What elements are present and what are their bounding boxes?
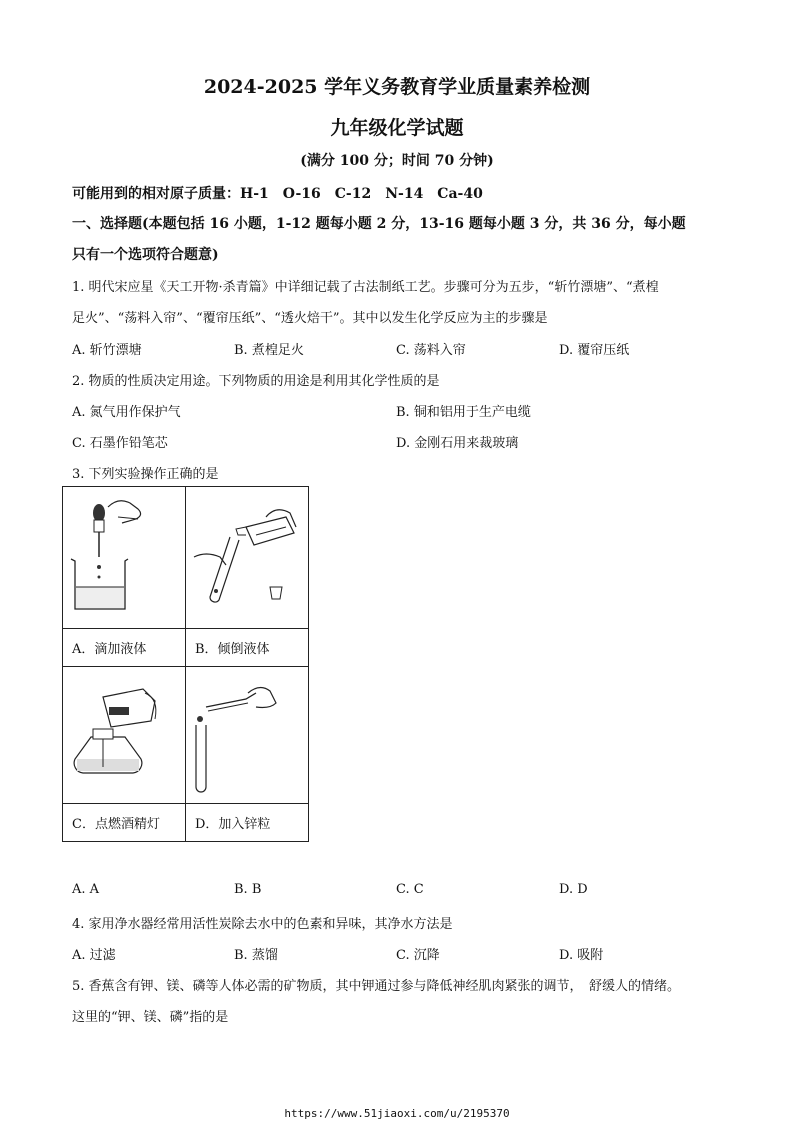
q3-figure-grid xyxy=(62,486,310,842)
alcohol-lamp-illustration xyxy=(63,667,176,803)
q3-option-c[interactable]: C. C xyxy=(396,882,424,897)
q4-stem: 4. 家用净水器经常用活性炭除去水中的色素和异味，其净水方法是 xyxy=(72,917,453,932)
figure-b-cell xyxy=(186,487,309,629)
exam-info: (满分 100 分；时间 70 分钟) xyxy=(300,153,494,169)
figure-c-cell xyxy=(63,667,186,804)
q1-stem-line2: 足火”、“荡料入帘”、“覆帘压纸”、“透火焙干”。其中以发生化学反应为主的步骤是 xyxy=(72,311,548,326)
q1-option-d[interactable]: D. 覆帘压纸 xyxy=(559,343,630,358)
q4-option-b[interactable]: B. 蒸馏 xyxy=(234,948,278,963)
q1-option-c[interactable]: C. 荡料入帘 xyxy=(396,343,466,358)
section-heading-line1: 一、选择题(本题包括 16 小题，1-12 题每小题 2 分，13-16 题每小题 3 分，共 36 分，每小题 xyxy=(72,216,686,232)
pouring-liquid-illustration xyxy=(186,487,299,628)
q1-stem-line1: 1. 明代宋应星《天工开物·杀青篇》中详细记载了古法制纸工艺。步骤可分为五步，“斩竹漂塘”、“煮楻 xyxy=(72,280,659,295)
q1-option-b[interactable]: B. 煮楻足火 xyxy=(234,343,304,358)
figure-d-cell xyxy=(186,667,309,804)
q2-stem: 2. 物质的性质决定用途。下列物质的用途是利用其化学性质的是 xyxy=(72,374,440,389)
q4-option-a[interactable]: A. 过滤 xyxy=(72,948,116,963)
q2-option-a[interactable]: A. 氮气用作保护气 xyxy=(72,405,181,420)
q1-option-a[interactable]: A. 斩竹漂塘 xyxy=(72,343,142,358)
q5-stem-line1: 5. 香蕉含有钾、镁、磷等人体必需的矿物质，其中钾通过参与降低神经肌肉紧张的调节， 舒缓人的情绪。 xyxy=(72,979,681,994)
q2-option-d[interactable]: D. 金刚石用来裁玻璃 xyxy=(396,436,519,451)
caption-d: D．加入锌粒 xyxy=(186,804,309,842)
atomic-masses: 可能用到的相对原子质量：H-1 O-16 C-12 N-14 Ca-40 xyxy=(72,186,483,202)
q2-option-c[interactable]: C. 石墨作铅笔芯 xyxy=(72,436,168,451)
caption-a: A．滴加液体 xyxy=(63,629,186,667)
q4-option-d[interactable]: D. 吸附 xyxy=(559,948,604,963)
exam-subtitle: 九年级化学试题 xyxy=(330,117,464,139)
q3-option-a[interactable]: A. A xyxy=(72,882,100,897)
exam-title: 2024-2025 学年义务教育学业质量素养检测 xyxy=(203,76,591,98)
adding-zinc-illustration xyxy=(186,667,299,803)
caption-b: B．倾倒液体 xyxy=(186,629,309,667)
q2-option-b[interactable]: B. 铜和铝用于生产电缆 xyxy=(396,405,531,420)
section-heading-line2: 只有一个选项符合题意) xyxy=(72,247,219,263)
q4-option-c[interactable]: C. 沉降 xyxy=(396,948,440,963)
q3-option-d[interactable]: D. D xyxy=(559,882,588,897)
caption-c: C．点燃酒精灯 xyxy=(63,804,186,842)
figure-a-cell xyxy=(63,487,186,629)
dropper-beaker-illustration xyxy=(63,487,176,628)
q3-option-b[interactable]: B. B xyxy=(234,882,262,897)
q5-stem-line2: 这里的“钾、镁、磷”指的是 xyxy=(72,1010,229,1025)
footer-url[interactable]: https://www.51jiaoxi.com/u/2195370 xyxy=(284,1107,510,1120)
q3-stem: 3. 下列实验操作正确的是 xyxy=(72,467,219,482)
